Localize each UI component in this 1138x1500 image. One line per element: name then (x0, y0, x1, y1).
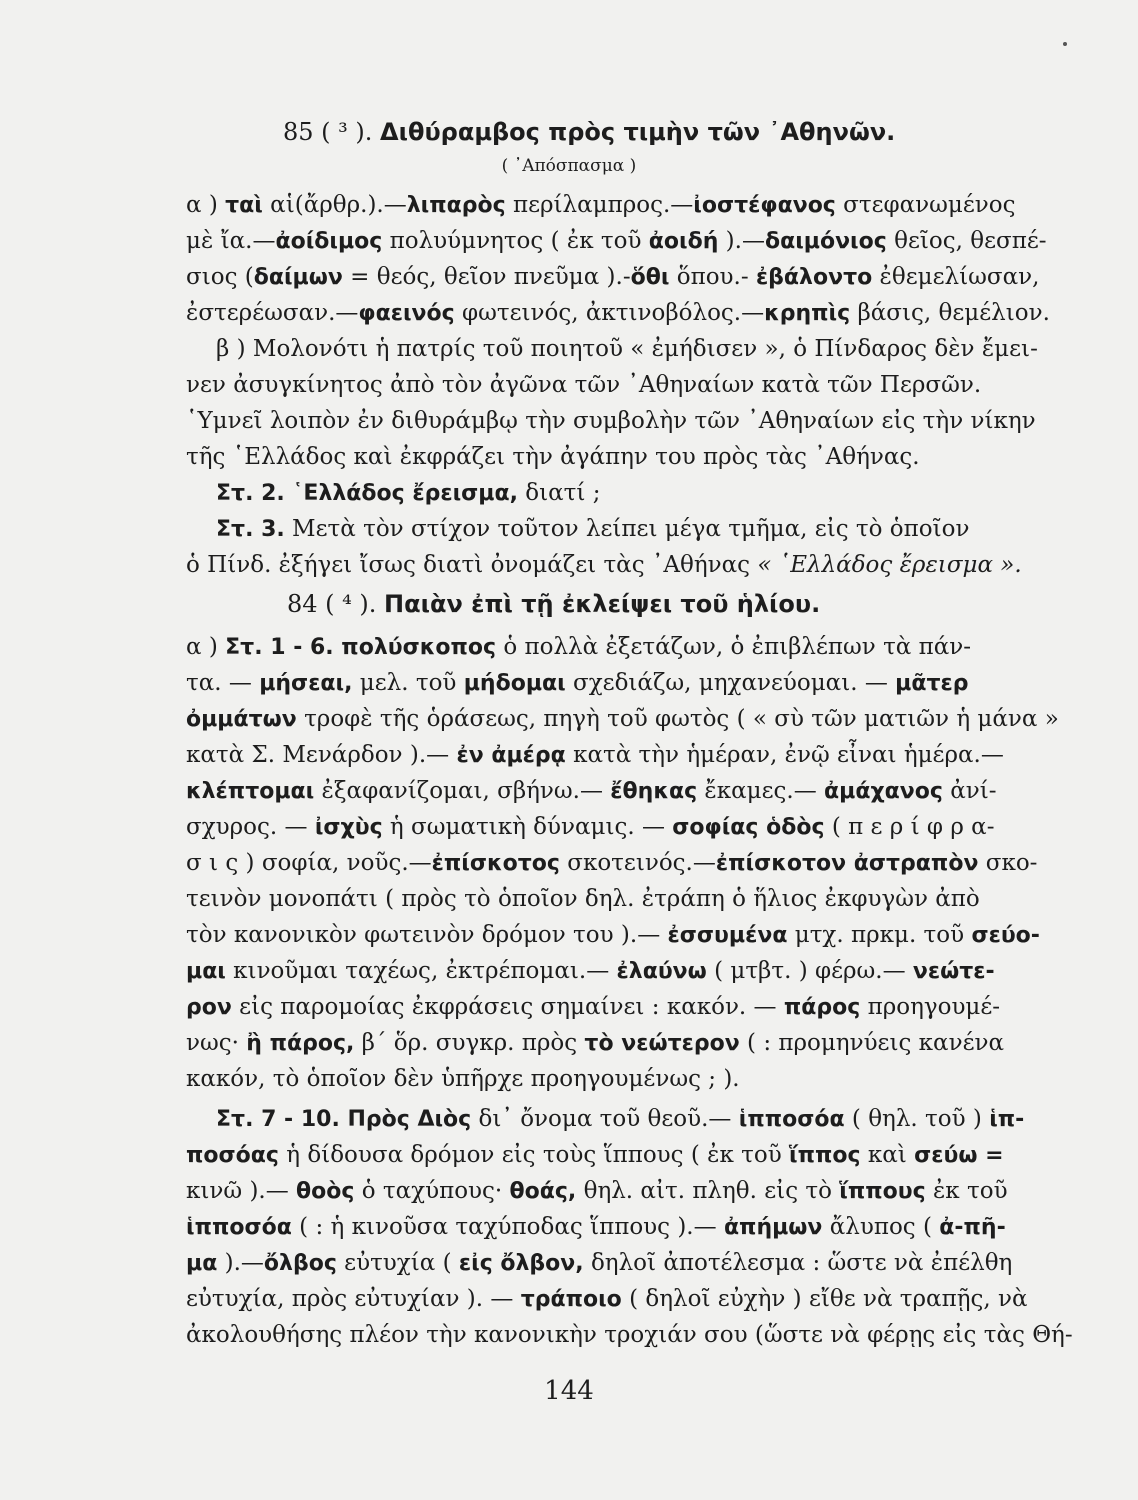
section-85-title: Διθύραμβος πρὸς τιμὴν τῶν ᾿Αθηνῶν. (380, 118, 896, 146)
section-85-number: 85 ( ³ ). (283, 118, 373, 146)
text-line-23: νως· ἢ πάρος, β΄ ὅρ. συγκρ. πρὸς τὸ νεώτερον ( : προμηνύεις κανένα (186, 1030, 1004, 1056)
text-line-3: σιος (δαίμων = θεός, θεῖον πνεῦμα ).-ὅθι ὅπου.- ἐβάλοντο ἐθεμελίωσαν, (186, 264, 1040, 290)
text-line-10: Στ. 3. Μετὰ τὸν στίχον τοῦτον λείπει μέγα τμῆμα, εἰς τὸ ὁποῖον (216, 516, 970, 542)
text-line-29: μα ).—ὄλβος εὐτυχία ( εἰς ὄλβον, δηλοῖ ἀποτέλεσμα : ὥστε νὰ ἐπέλθη (186, 1250, 1013, 1276)
text-line-22: ρον εἰς παρομοίας ἐκφράσεις σημαίνει : κακόν. — πάρος προηγουμέ- (186, 994, 1001, 1020)
text-line-18: σ ι ς ) σοφία, νοῦς.—ἐπίσκοτος σκοτεινός.—ἐπίσκοτον ἀστραπὸν σκο- (186, 850, 1038, 876)
text-line-13: τα. — μήσεαι, μελ. τοῦ μήδομαι σχεδιάζω, μηχανεύομαι. — μᾶτερ (186, 670, 969, 696)
text-line-25: Στ. 7 - 10. Πρὸς Διὸς δι᾿ ὄνομα τοῦ θεοῦ.— ἱπποσόα ( θηλ. τοῦ ) ἱπ- (216, 1106, 1025, 1132)
text-line-19: τεινὸν μονοπάτι ( πρὸς τὸ ὁποῖον δηλ. ἐτράπη ὁ ἥλιος ἐκφυγὼν ἀπὸ (186, 886, 980, 912)
text-line-9: Στ. 2. ῾Ελλάδος ἔρεισμα, διατί ; (216, 480, 601, 506)
text-line-1: α ) ταὶ αἱ(ἄρθρ.).—λιπαρὸς περίλαμπρος.—ἰοστέφανος στεφανωμένος (186, 192, 1016, 218)
text-line-17: σχυρος. — ἰσχὺς ἡ σωματικὴ δύναμις. — σοφίας ὁδὸς ( π ε ρ ί φ ρ α- (186, 814, 995, 840)
text-line-14: ὀμμάτων τροφὲ τῆς ὁράσεως, πηγὴ τοῦ φωτὸς ( « σὺ τῶν ματιῶν ἡ μάνα » (186, 706, 1059, 732)
text-line-16: κλέπτομαι ἐξαφανίζομαι, σβήνω.— ἔθηκας ἔκαμες.— ἀμάχανος ἀνί- (186, 778, 997, 804)
text-line-26: ποσόας ἡ δίδουσα δρόμον εἰς τοὺς ἵππους ( ἐκ τοῦ ἵππος καὶ σεύω = (186, 1142, 1004, 1168)
section-84-number: 84 ( ⁴ ). (287, 590, 377, 618)
section-85-heading (0, 118, 1138, 146)
text-line-15: κατὰ Σ. Μενάρδον ).— ἐν ἀμέρᾳ κατὰ τὴν ἡμέραν, ἐνῷ εἶναι ἡμέρα.— (186, 742, 1004, 768)
section-84-title: Παιὰν ἐπὶ τῇ ἐκλείψει τοῦ ἡλίου. (384, 590, 821, 618)
text-line-20: τὸν κανονικὸν φωτεινὸν δρόμον του ).— ἐσσυμένα μτχ. πρκμ. τοῦ σεύο- (186, 922, 1040, 948)
text-line-24: κακόν, τὸ ὁποῖον δὲν ὑπῆρχε προηγουμένως ; ). (186, 1066, 740, 1092)
ink-spot (1063, 42, 1067, 46)
page-number: 144 (544, 1376, 594, 1406)
text-line-21: μαι κινοῦμαι ταχέως, ἐκτρέπομαι.— ἐλαύνω ( μτβτ. ) φέρω.— νεώτε- (186, 958, 995, 984)
text-line-28: ἱπποσόα ( : ἡ κινοῦσα ταχύποδας ἵππους ).— ἀπήμων ἄλυπος ( ἀ-πῆ- (186, 1214, 1006, 1240)
text-line-30: εὐτυχία, πρὸς εὐτυχίαν ). — τράποιο ( δηλοῖ εὐχὴν ) εἴθε νὰ τραπῇς, νὰ (186, 1286, 1028, 1312)
text-line-27: κινῶ ).— θοὸς ὁ ταχύπους· θοάς, θηλ. αἰτ. πληθ. εἰς τὸ ἵππους ἐκ τοῦ (186, 1178, 1008, 1204)
text-line-4: ἐστερέωσαν.—φαεινός φωτεινός, ἀκτινοβόλος.—κρηπὶς βάσις, θεμέλιον. (186, 300, 1050, 326)
text-line-11: ὁ Πίνδ. ἐξήγει ἴσως διατὶ ὀνομάζει τὰς ᾿Αθήνας « ῾Ελλάδος ἔρεισμα ». (186, 552, 1022, 578)
text-line-2: μὲ ἴα.—ἀοίδιμος πολυύμνητος ( ἐκ τοῦ ἀοιδή ).—δαιμόνιος θεῖος, θεσπέ- (186, 228, 1047, 254)
text-line-8: τῆς ῾Ελλάδος καὶ ἐκφράζει τὴν ἀγάπην του πρὸς τὰς ᾿Αθήνας. (186, 444, 920, 470)
section-85-subtitle: ( ᾿Απόσπασμα ) (501, 156, 637, 176)
text-line-6: νεν ἀσυγκίνητος ἀπὸ τὸν ἀγῶνα τῶν ᾿Αθηναίων κατὰ τῶν Περσῶν. (186, 372, 982, 398)
text-line-31: ἀκολουθήσης πλέον τὴν κανονικὴν τροχιάν σου (ὥστε νὰ φέρῃς εἰς τὰς Θή- (186, 1322, 1073, 1348)
text-line-5: β ) Μολονότι ἡ πατρίς τοῦ ποιητοῦ « ἐμήδισεν », ὁ Πίνδαρος δὲν ἔμει- (216, 336, 1038, 362)
text-line-7: ῾Υμνεῖ λοιπὸν ἐν διθυράμβῳ τὴν συμβολὴν τῶν ᾿Αθηναίων εἰς τὴν νίκην (186, 408, 1036, 434)
text-line-12: α ) Στ. 1 - 6. πολύσκοπος ὁ πολλὰ ἐξετάζων, ὁ ἐπιβλέπων τὰ πάν- (186, 634, 972, 660)
section-84-heading (0, 590, 1138, 618)
